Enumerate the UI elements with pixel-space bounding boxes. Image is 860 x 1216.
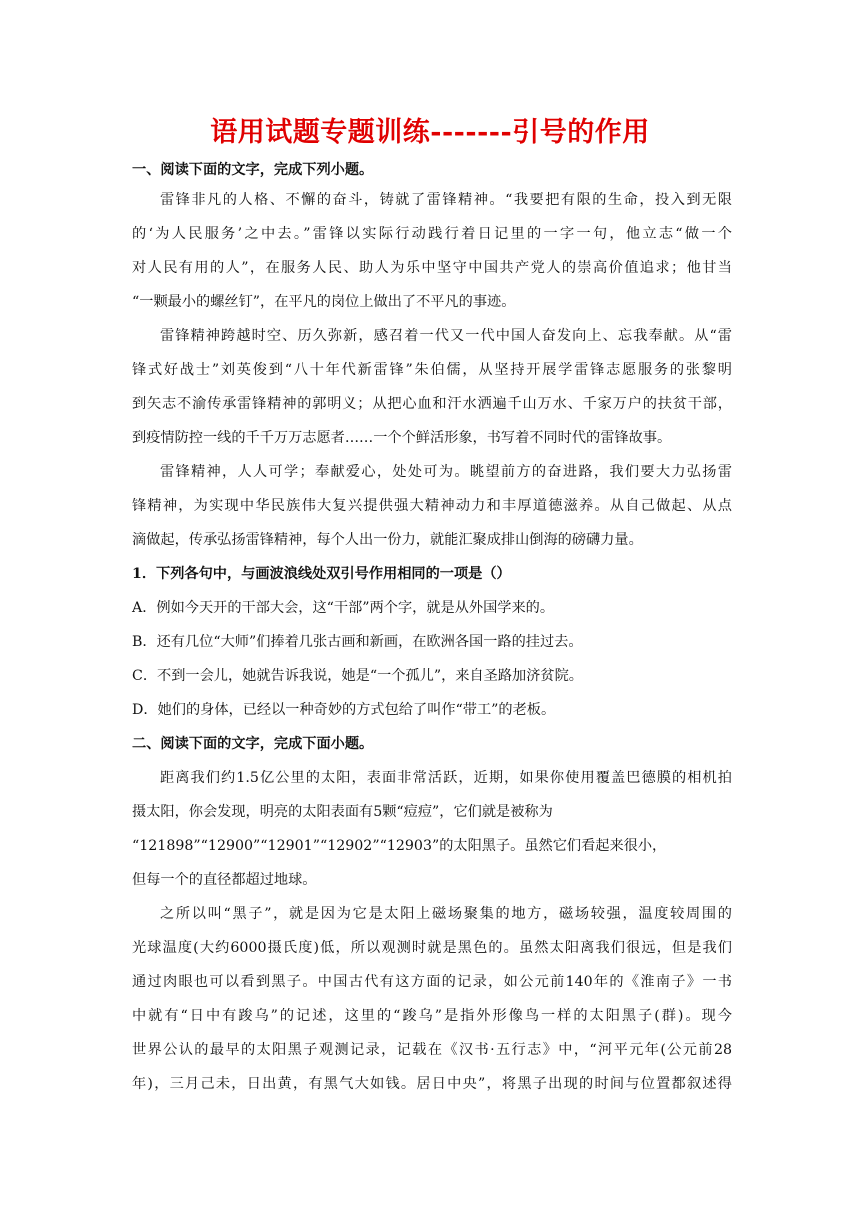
paragraph-line: 摄太阳，你会发现，明亮的太阳表面有5颗“痘痘”，它们就是被称为 [132, 804, 553, 820]
question-1-option-c: C．不到一会儿，她就告诉我说，她是“一个孤儿”，来自圣路加济贫院。 [132, 668, 583, 684]
paragraph-line: 年)，三月己未，日出黄，有黑气大如钱。居日中央”，将黑子出现的时间与位置都叙述得 [132, 1076, 732, 1092]
paragraph-line: 雷锋精神跨越时空、历久弥新，感召着一代又一代中国人奋发向上、忘我奉献。从“雷 [160, 328, 732, 344]
paragraph-line: 锋式好战士”刘英俊到“八十年代新雷锋”朱伯儒，从坚持开展学雷锋志愿服务的张黎明 [132, 362, 732, 378]
paragraph-line: 中就有“日中有踆乌”的记述，这里的“踆乌”是指外形像鸟一样的太阳黑子(群)。现今 [132, 1008, 732, 1024]
paragraph-line: 世界公认的最早的太阳黑子观测记录，记载在《汉书·五行志》中，“河平元年(公元前28 [132, 1042, 732, 1058]
paragraph-line: “121898”“12900”“12901”“12902”“12903”的太阳黑子。虽然它们看起来很小， [132, 838, 667, 854]
paragraph-line: 之所以叫“黑子”，就是因为它是太阳上磁场聚集的地方，磁场较强，温度较周围的 [160, 906, 732, 922]
paragraph-line: 的‘为人民服务’之中去。”雷锋以实际行动践行着日记里的一字一句，他立志“做一个 [132, 226, 732, 242]
paragraph-line: 光球温度(大约6000摄氏度)低，所以观测时就是黑色的。虽然太阳离我们很远，但是我们 [132, 940, 732, 956]
paragraph-line: “一颗最小的螺丝钉”，在平凡的岗位上做出了不平凡的事迹。 [132, 294, 516, 310]
question-1-stem: 1．下列各句中，与画波浪线处双引号作用相同的一项是（） [132, 566, 511, 582]
paragraph-line: 但每一个的直径都超过地球。 [132, 872, 317, 888]
paragraph-line: 到疫情防控一线的千千万万志愿者……一个个鲜活形象，书写着不同时代的雷锋故事。 [132, 430, 672, 446]
section-2-heading: 二、阅读下面的文字，完成下面小题。 [132, 736, 374, 752]
question-1-option-b: B．还有几位“大师”们捧着几张古画和新画，在欧洲各国一路的挂过去。 [132, 634, 583, 650]
paragraph-line: 距离我们约1.5亿公里的太阳，表面非常活跃，近期，如果你使用覆盖巴德膜的相机拍 [160, 770, 732, 786]
paragraph-line: 通过肉眼也可以看到黑子。中国古代有这方面的记录，如公元前140年的《淮南子》一书 [132, 974, 732, 990]
paragraph-line: 锋精神，为实现中华民族伟大复兴提供强大精神动力和丰厚道德滋养。从自己做起、从点 [132, 498, 732, 514]
paragraph-line: 雷锋非凡的人格、不懈的奋斗，铸就了雷锋精神。“我要把有限的生命，投入到无限 [160, 192, 732, 208]
document-title: 语用试题专题训练-------引号的作用 [210, 117, 650, 148]
paragraph-line: 对人民有用的人”，在服务人民、助人为乐中坚守中国共产党人的崇高价值追求；他甘当 [132, 260, 732, 276]
section-1-heading: 一、阅读下面的文字，完成下列小题。 [132, 162, 374, 178]
paragraph-line: 到矢志不渝传承雷锋精神的郭明义；从把心血和汗水洒遍千山万水、千家万户的扶贫干部， [132, 396, 732, 412]
paragraph-line: 雷锋精神，人人可学；奉献爱心，处处可为。眺望前方的奋进路，我们要大力弘扬雷 [160, 464, 732, 480]
paragraph-line: 滴做起，传承弘扬雷锋精神，每个人出一份力，就能汇聚成排山倒海的磅礴力量。 [132, 532, 643, 548]
question-1-option-a: A．例如今天开的干部大会，这“干部”两个字，就是从外国学来的。 [132, 600, 555, 616]
question-1-option-d: D．她们的身体，已经以一种奇妙的方式包给了叫作“带工”的老板。 [132, 702, 556, 718]
